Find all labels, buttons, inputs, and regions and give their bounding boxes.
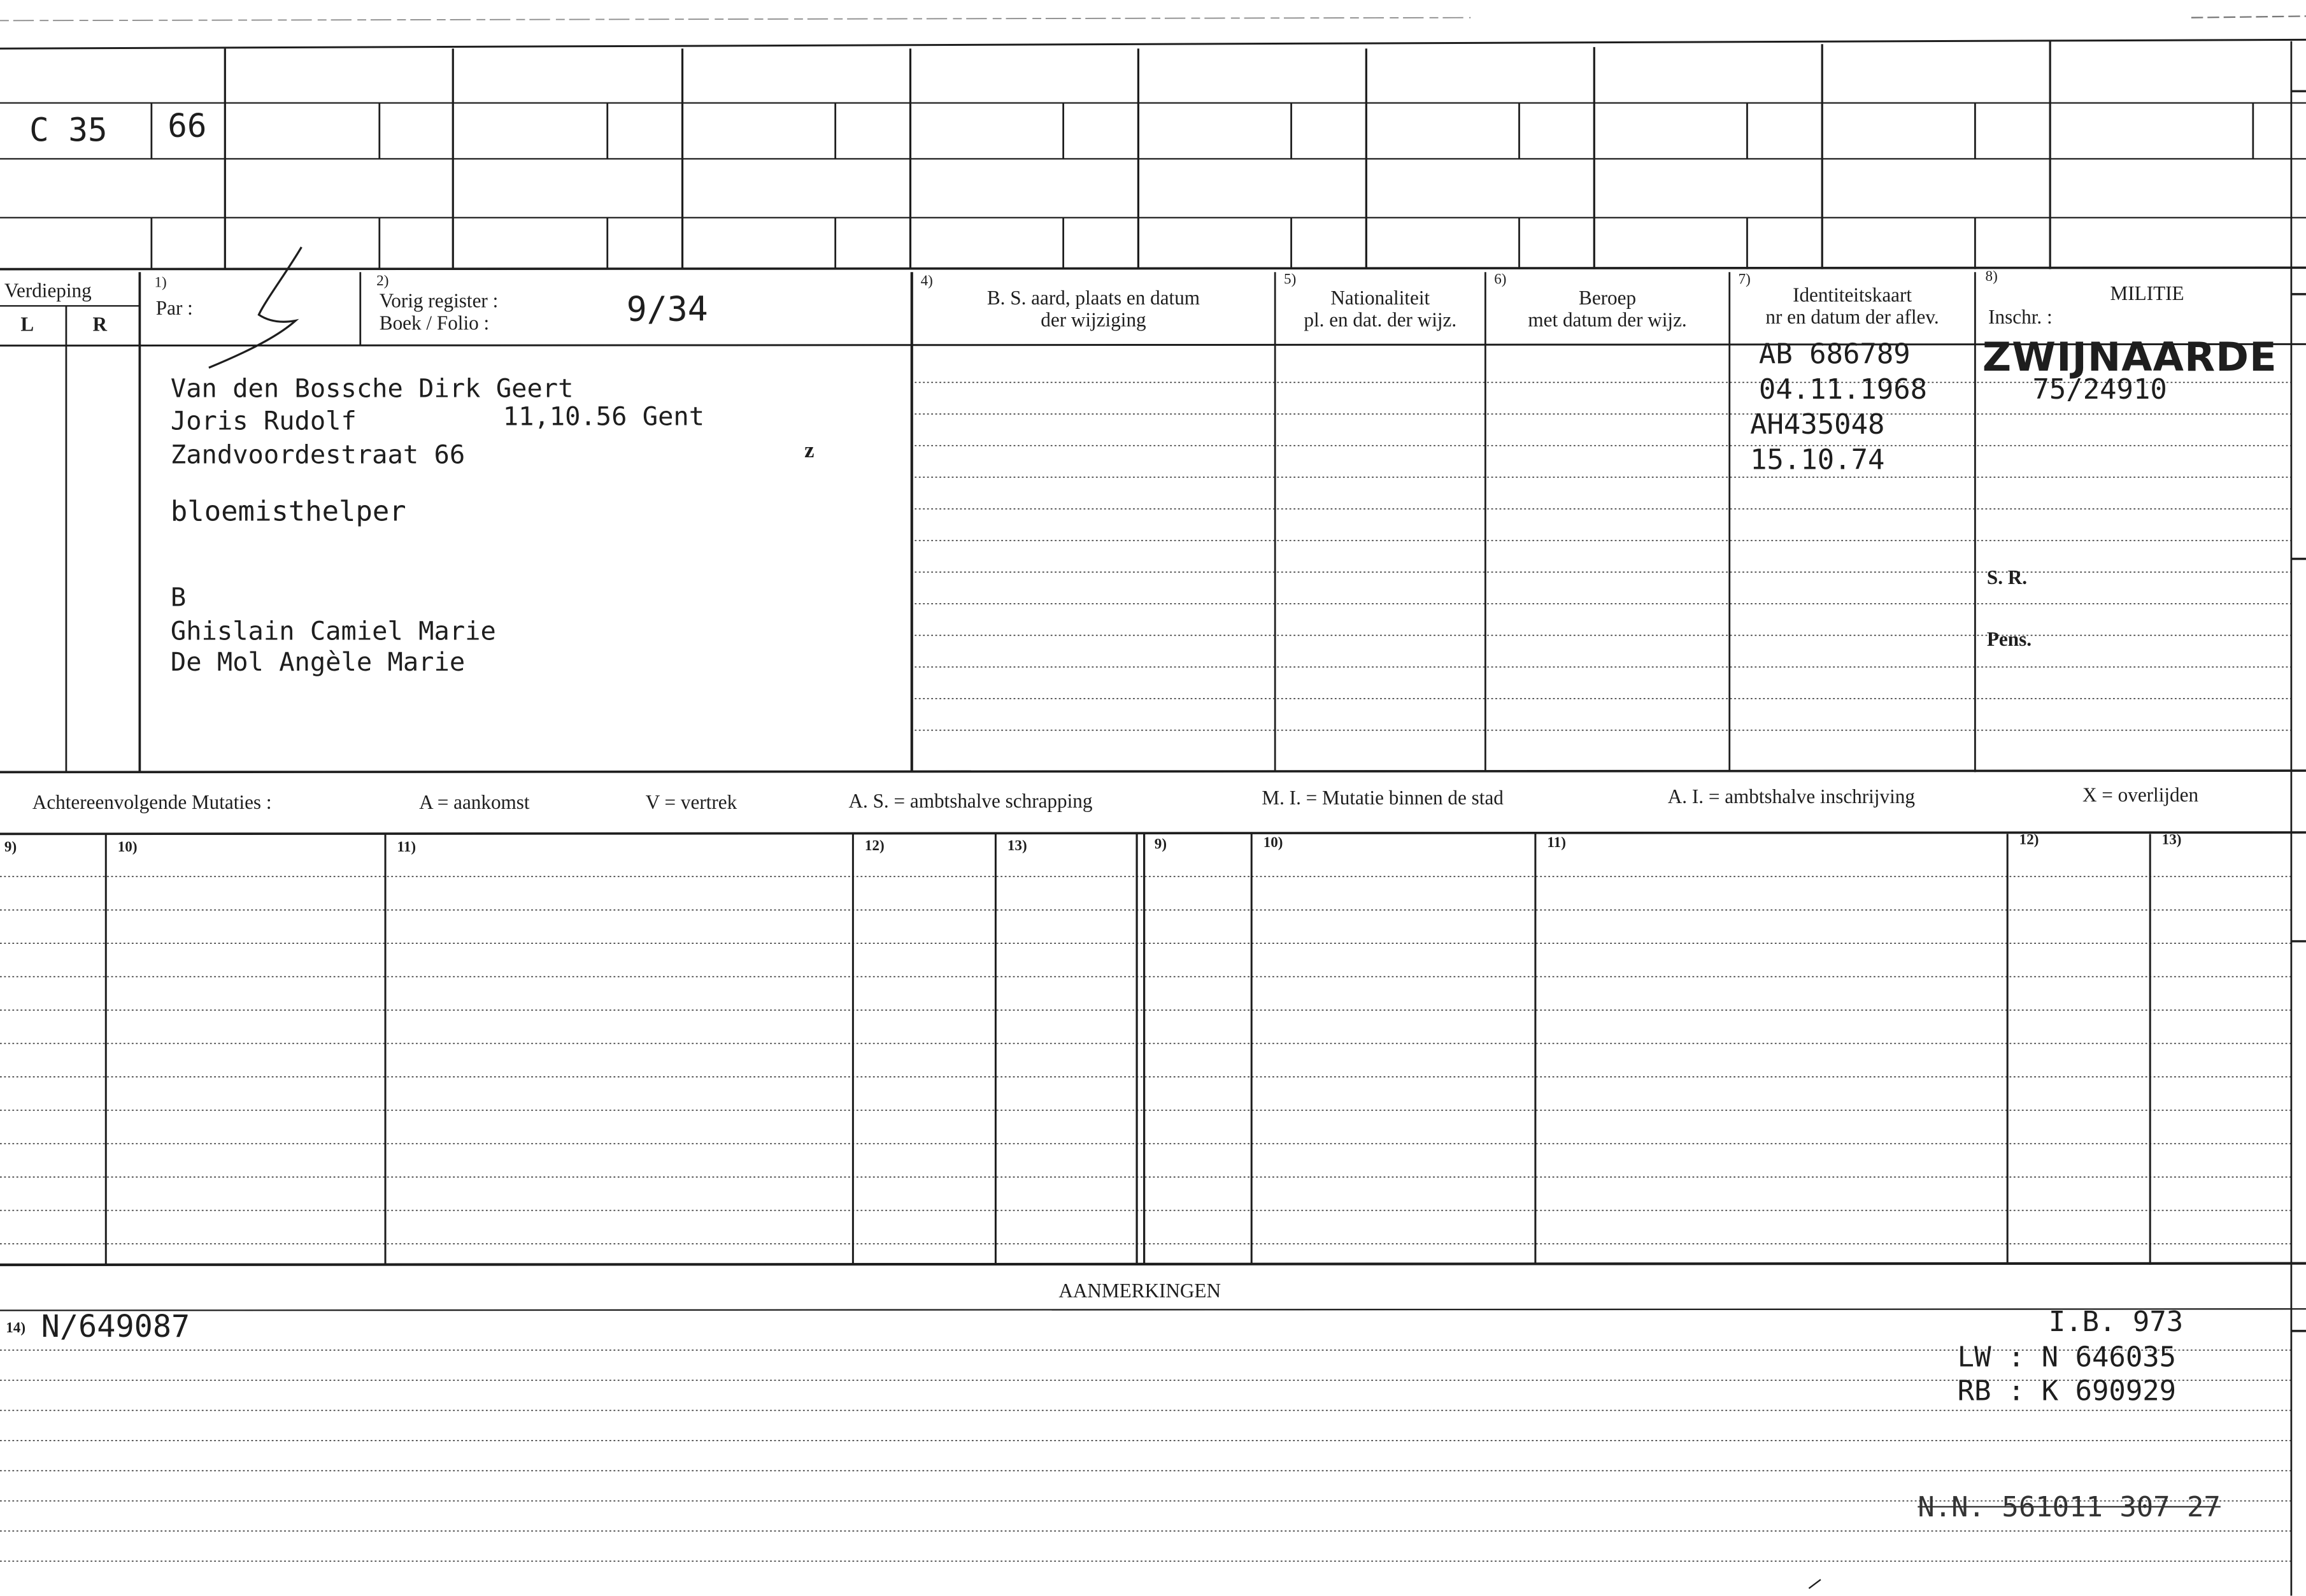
- header-num-6: 6): [1494, 272, 1507, 289]
- mut-left-col-11: 11): [397, 839, 416, 857]
- mut-left-col-9: 9): [4, 839, 17, 857]
- header-par: Par :: [155, 297, 193, 320]
- header-num-4: 4): [920, 273, 933, 290]
- legend-x: X = overlijden: [2082, 783, 2199, 806]
- mut-right-col-9: 9): [1154, 836, 1167, 853]
- legend-ai: A. I. = ambtshalve inschrijving: [1667, 785, 1915, 808]
- header-col7-line2: nr en datum der aflev.: [1765, 306, 1939, 328]
- person-address: Zandvoordestraat 66: [170, 441, 466, 471]
- person-father: Ghislain Camiel Marie: [170, 617, 496, 648]
- header-num-8: 8): [1985, 269, 1998, 286]
- header-col6-line2: met datum der wijz.: [1528, 308, 1687, 331]
- boek-folio-value: 9/34: [626, 291, 708, 330]
- militie-number: 75/24910: [2032, 373, 2167, 406]
- legend-title: Achtereenvolgende Mutaties :: [32, 791, 272, 814]
- legend-a: A = aankomst: [419, 791, 530, 814]
- mut-left-col-10: 10): [117, 839, 138, 857]
- id-card-line1: AB 686789: [1758, 338, 1911, 371]
- person-occupation: bloemisthelper: [170, 495, 406, 529]
- header-l: L: [20, 313, 34, 336]
- header-pens: Pens.: [1986, 628, 2032, 650]
- remarks-nn: N.N. 561011 307 27: [1918, 1491, 2221, 1524]
- person-birth: 11,10.56 Gent: [502, 403, 705, 432]
- mut-right-col-13: 13): [2161, 832, 2182, 849]
- mut-right-col-12: 12): [2019, 832, 2039, 849]
- remarks-ib: I.B. 973: [2048, 1306, 2184, 1339]
- header-militie: MILITIE: [2110, 282, 2184, 305]
- header-inschr: Inschr. :: [1988, 306, 2053, 328]
- header-num-5: 5): [1284, 272, 1297, 289]
- person-mother: De Mol Angèle Marie: [170, 648, 466, 678]
- id-card-line3: AH435048: [1750, 408, 1885, 441]
- header-vorig-register: Vorig register :: [379, 289, 499, 312]
- header-col4-line2: der wijziging: [1041, 308, 1146, 331]
- legend-mi: M. I. = Mutatie binnen de stad: [1262, 787, 1504, 809]
- header-r: R: [92, 313, 108, 336]
- header-verdieping: Verdieping: [4, 279, 92, 302]
- militie-stamp: ZWIJNAARDE: [1982, 335, 2277, 381]
- mut-left-col-13: 13): [1007, 838, 1027, 855]
- person-b-mark: B: [170, 583, 187, 613]
- code-c: C 35: [29, 113, 108, 150]
- header-num-1: 1): [154, 274, 167, 292]
- person-z-mark: z: [804, 439, 815, 464]
- code-66: 66: [167, 108, 207, 146]
- header-num-7: 7): [1738, 272, 1751, 289]
- id-card-line2: 04.11.1968: [1758, 373, 1928, 406]
- remarks-rb: RB : K 690929: [1957, 1375, 2177, 1407]
- header-col7-line1: Identiteitskaart: [1793, 283, 1912, 306]
- mut-right-col-11: 11): [1547, 835, 1566, 852]
- header-col6-line1: Beroep: [1579, 287, 1637, 309]
- remarks-title: AANMERKINGEN: [1058, 1279, 1221, 1302]
- mut-left-col-12: 12): [864, 838, 885, 855]
- header-col5-line2: pl. en dat. der wijz.: [1304, 308, 1457, 331]
- remarks-num-14: 14): [6, 1320, 26, 1337]
- person-name-line2: Joris Rudolf: [170, 407, 357, 437]
- remarks-lw: LW : N 646035: [1957, 1341, 2177, 1374]
- header-col4-line1: B. S. aard, plaats en datum: [986, 287, 1200, 309]
- person-name-line1: Van den Bossche Dirk Geert: [170, 374, 574, 405]
- header-sr: S. R.: [1986, 566, 2028, 588]
- mut-right-col-10: 10): [1263, 835, 1283, 852]
- header-col5-line1: Nationaliteit: [1330, 287, 1430, 309]
- legend-as: A. S. = ambtshalve schrapping: [848, 790, 1093, 812]
- id-card-line4: 15.10.74: [1750, 444, 1885, 477]
- remarks-line1: N/649087: [41, 1309, 190, 1344]
- legend-v: V = vertrek: [645, 791, 737, 814]
- header-boek-folio: Boek / Folio :: [379, 311, 490, 334]
- header-num-2: 2): [376, 273, 389, 290]
